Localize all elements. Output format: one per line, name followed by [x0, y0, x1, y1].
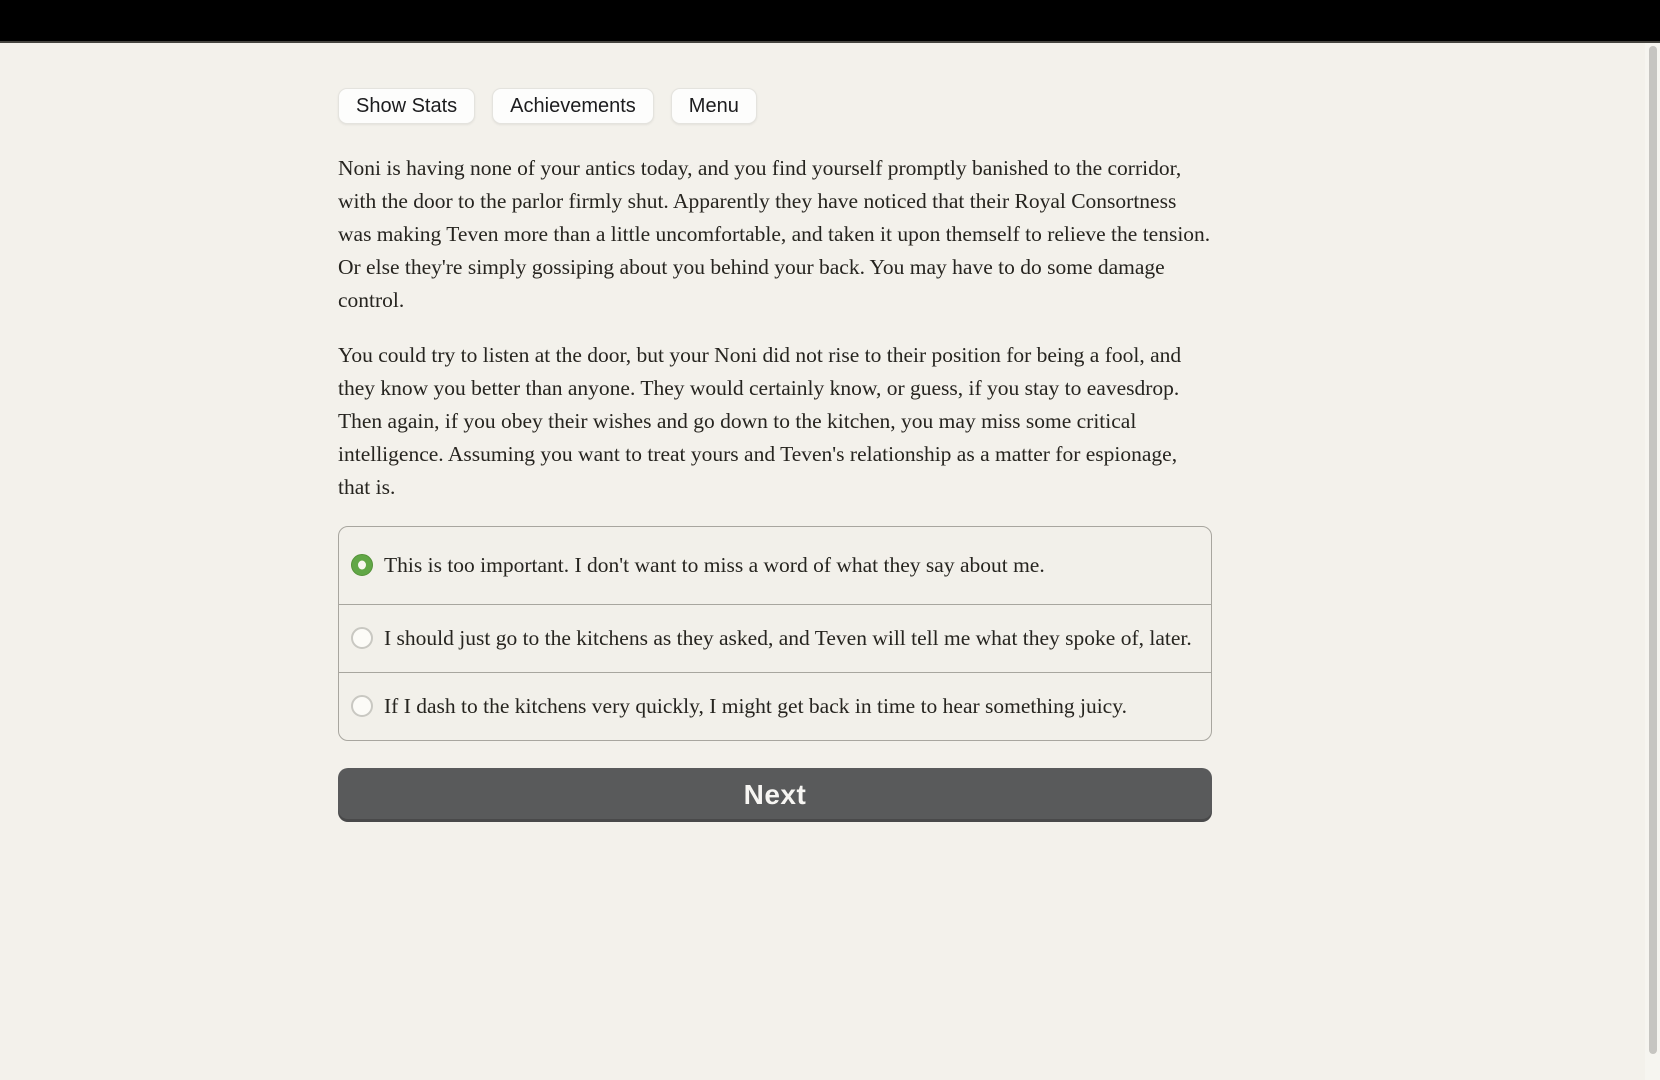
- toolbar: [338, 88, 1212, 124]
- achievements-button[interactable]: Achievements: [492, 88, 654, 124]
- radio-button-icon[interactable]: [351, 627, 373, 649]
- story-paragraph: You could try to listen at the door, but your Noni did not rise to their position for being a fool, and they know you better than anyone. They would certainly know, or guess, if you stay to eavesdrop. Then again, if you obey their wishes and go down to the kitchen, you may miss some critical intelligence. Assuming you want to treat yours and Teven's relationship as a matter for espionage, that is.: [338, 343, 1182, 499]
- choice-option-2[interactable]: [339, 672, 1211, 740]
- choice-option-0[interactable]: [339, 527, 1211, 604]
- story-paragraph: Noni is having none of your antics today, and you find yourself promptly banished to the corridor, with the door to the parlor firmly shut. Apparently they have noticed that their Royal Consortness was making Teven more than a little uncomfortable, and taken it upon themself to relieve the tension. Or else they're simply gossiping about you behind your back. You may have to do some damage control.: [338, 156, 1211, 312]
- next-button[interactable]: Next: [338, 768, 1212, 822]
- choice-option-1[interactable]: [339, 604, 1211, 672]
- scrollbar-track[interactable]: [1645, 43, 1660, 1080]
- game-content: [338, 88, 1212, 822]
- show-stats-button[interactable]: Show Stats: [338, 88, 475, 124]
- menu-button[interactable]: Menu: [671, 88, 757, 124]
- scrollbar-thumb[interactable]: [1649, 46, 1657, 1054]
- radio-button-icon[interactable]: [351, 554, 373, 576]
- top-letterbox-bar: [0, 0, 1660, 43]
- choice-option-label: I should just go to the kitchens as they asked, and Teven will tell me what they spoke of, later.: [384, 626, 1192, 650]
- choice-option-label: This is too important. I don't want to miss a word of what they say about me.: [384, 553, 1045, 577]
- radio-button-icon[interactable]: [351, 695, 373, 717]
- choice-group: [338, 526, 1212, 741]
- story-text: [338, 152, 1212, 504]
- choice-option-label: If I dash to the kitchens very quickly, I might get back in time to hear something juicy.: [384, 694, 1127, 718]
